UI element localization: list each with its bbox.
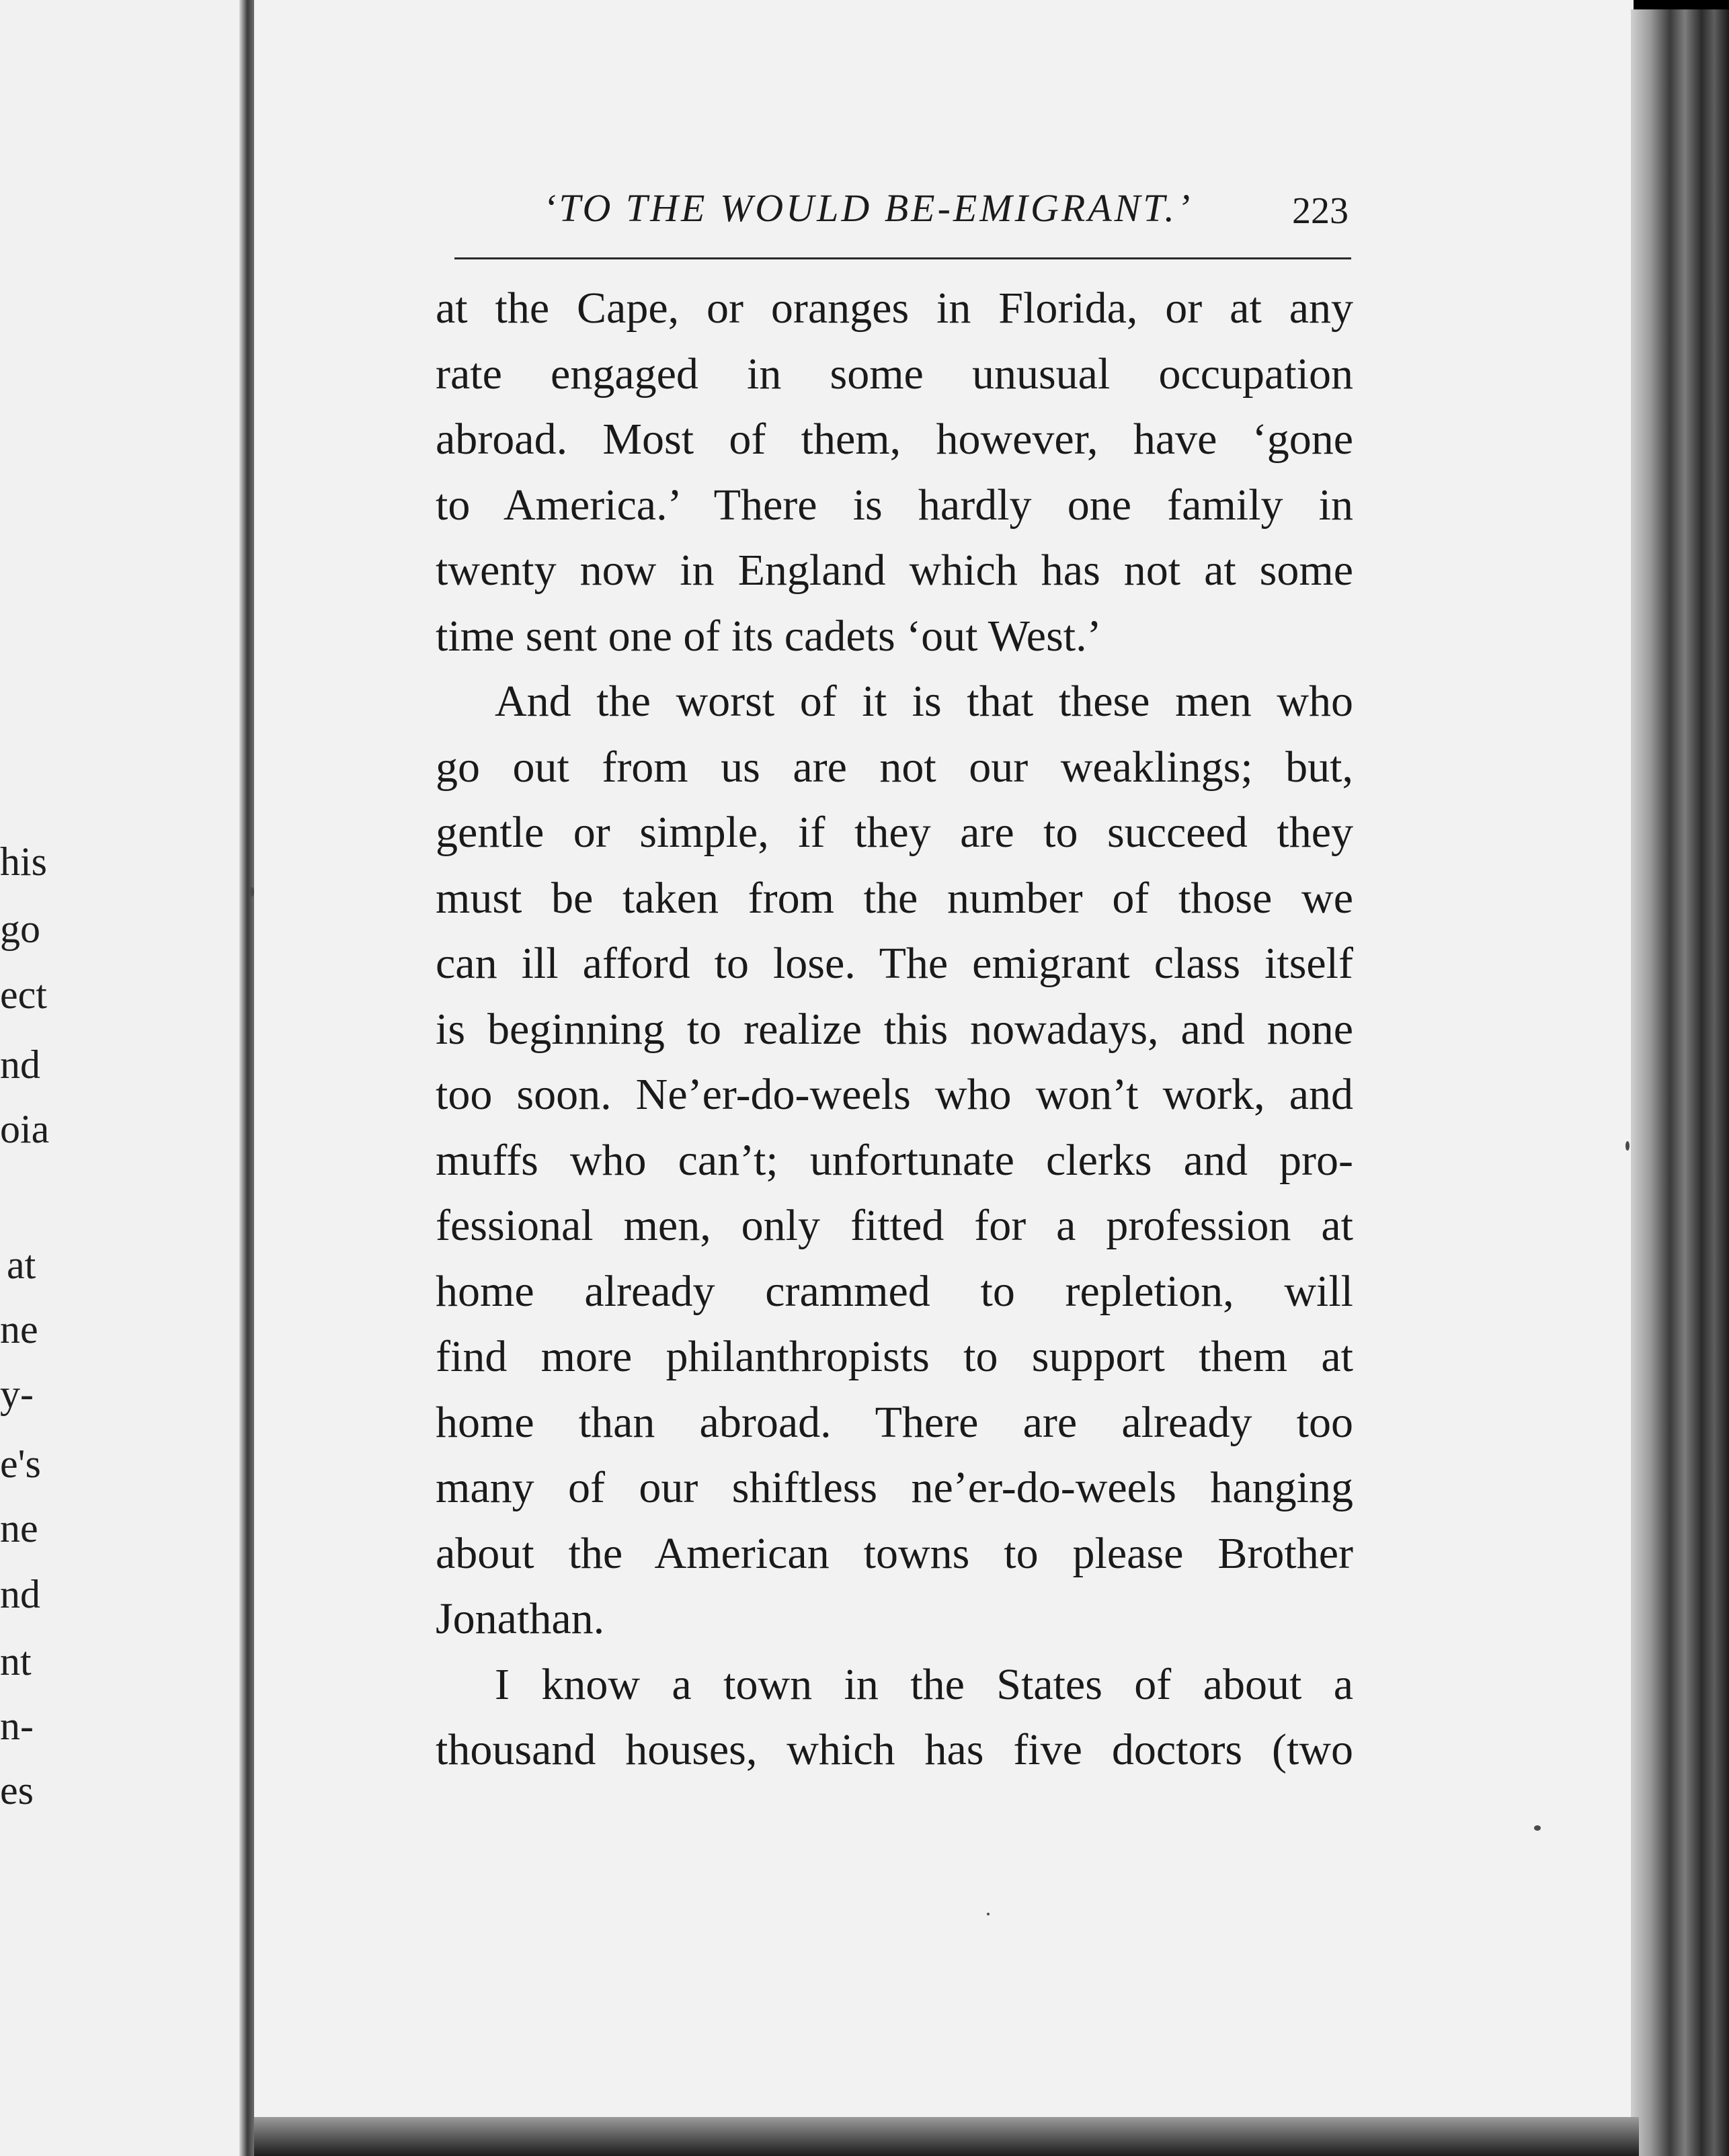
text-line: go out from us are not our weaklings; but, <box>436 742 1353 792</box>
scan-speck <box>1534 1825 1541 1831</box>
text-line: is beginning to realize this nowadays, and none <box>436 1004 1353 1054</box>
text-line: about the American towns to please Brother <box>436 1528 1353 1578</box>
running-title: ‘TO THE WOULD BE-EMIGRANT.’ <box>543 186 1193 230</box>
facing-line: es <box>0 1768 34 1813</box>
text-line: And the worst of it is that these men who <box>495 677 1353 726</box>
facing-line: his <box>0 839 48 884</box>
text-line: at the Cape, or oranges in Florida, or at any <box>436 284 1353 333</box>
text-line: Jonathan. <box>436 1594 605 1643</box>
text-line: time sent one of its cadets ‘out West.’ <box>436 611 1102 661</box>
text-line: to America.’ There is hardly one family in <box>436 480 1353 530</box>
facing-line: go <box>0 907 40 951</box>
text-line: abroad. Most of them, however, have ‘gone <box>436 415 1353 464</box>
book-gutter <box>239 0 254 2156</box>
body-text <box>436 276 1353 1783</box>
facing-line: n- <box>0 1704 34 1748</box>
facing-page <box>0 0 250 2156</box>
paragraph-1 <box>436 276 1353 669</box>
scan-speck <box>1625 1141 1630 1151</box>
paragraph-3 <box>436 1652 1353 1783</box>
facing-line: ne <box>0 1307 38 1352</box>
facing-line: nd <box>0 1572 40 1616</box>
text-line: thousand houses, which has five doctors (two <box>436 1725 1353 1774</box>
facing-line: nd <box>0 1042 40 1087</box>
facing-line: ect <box>0 972 47 1017</box>
facing-line: y- <box>0 1372 34 1416</box>
text-line: find more philanthropists to support them at <box>436 1332 1353 1381</box>
text-line: home than abroad. There are already too <box>436 1397 1353 1447</box>
text-line: muffs who can’t; unfortunate clerks and pro- <box>436 1135 1353 1185</box>
scan-speck <box>250 887 254 897</box>
text-line: twenty now in England which has not at some <box>436 546 1353 595</box>
facing-line: ne <box>0 1506 38 1550</box>
scan-speck <box>987 1913 990 1915</box>
page-number: 223 <box>1292 190 1349 232</box>
text-line: many of our shiftless ne’er-do-weels hanging <box>436 1463 1353 1512</box>
text-line: can ill afford to lose. The emigrant class itself <box>436 939 1353 988</box>
header-rule <box>454 257 1351 259</box>
paragraph-2 <box>436 669 1353 1652</box>
text-line: fessional men, only fitted for a profession at <box>436 1201 1353 1250</box>
facing-line: oia <box>0 1107 50 1151</box>
text-line: must be taken from the number of those we <box>436 873 1353 923</box>
text-line: I know a town in the States of about a <box>495 1659 1353 1709</box>
text-line: rate engaged in some unusual occupation <box>436 349 1353 399</box>
text-line: gentle or simple, if they are to succeed they <box>436 808 1353 857</box>
page-edges <box>1631 9 1729 2156</box>
text-line: home already crammed to repletion, will <box>436 1266 1353 1316</box>
facing-line: nt <box>0 1639 32 1684</box>
facing-line: at <box>7 1243 36 1287</box>
running-head <box>543 183 1350 243</box>
text-line: too soon. Ne’er-do-weels who won’t work, and <box>436 1070 1353 1119</box>
page-bottom-shadow <box>254 2117 1639 2156</box>
facing-line: e's <box>0 1442 41 1486</box>
